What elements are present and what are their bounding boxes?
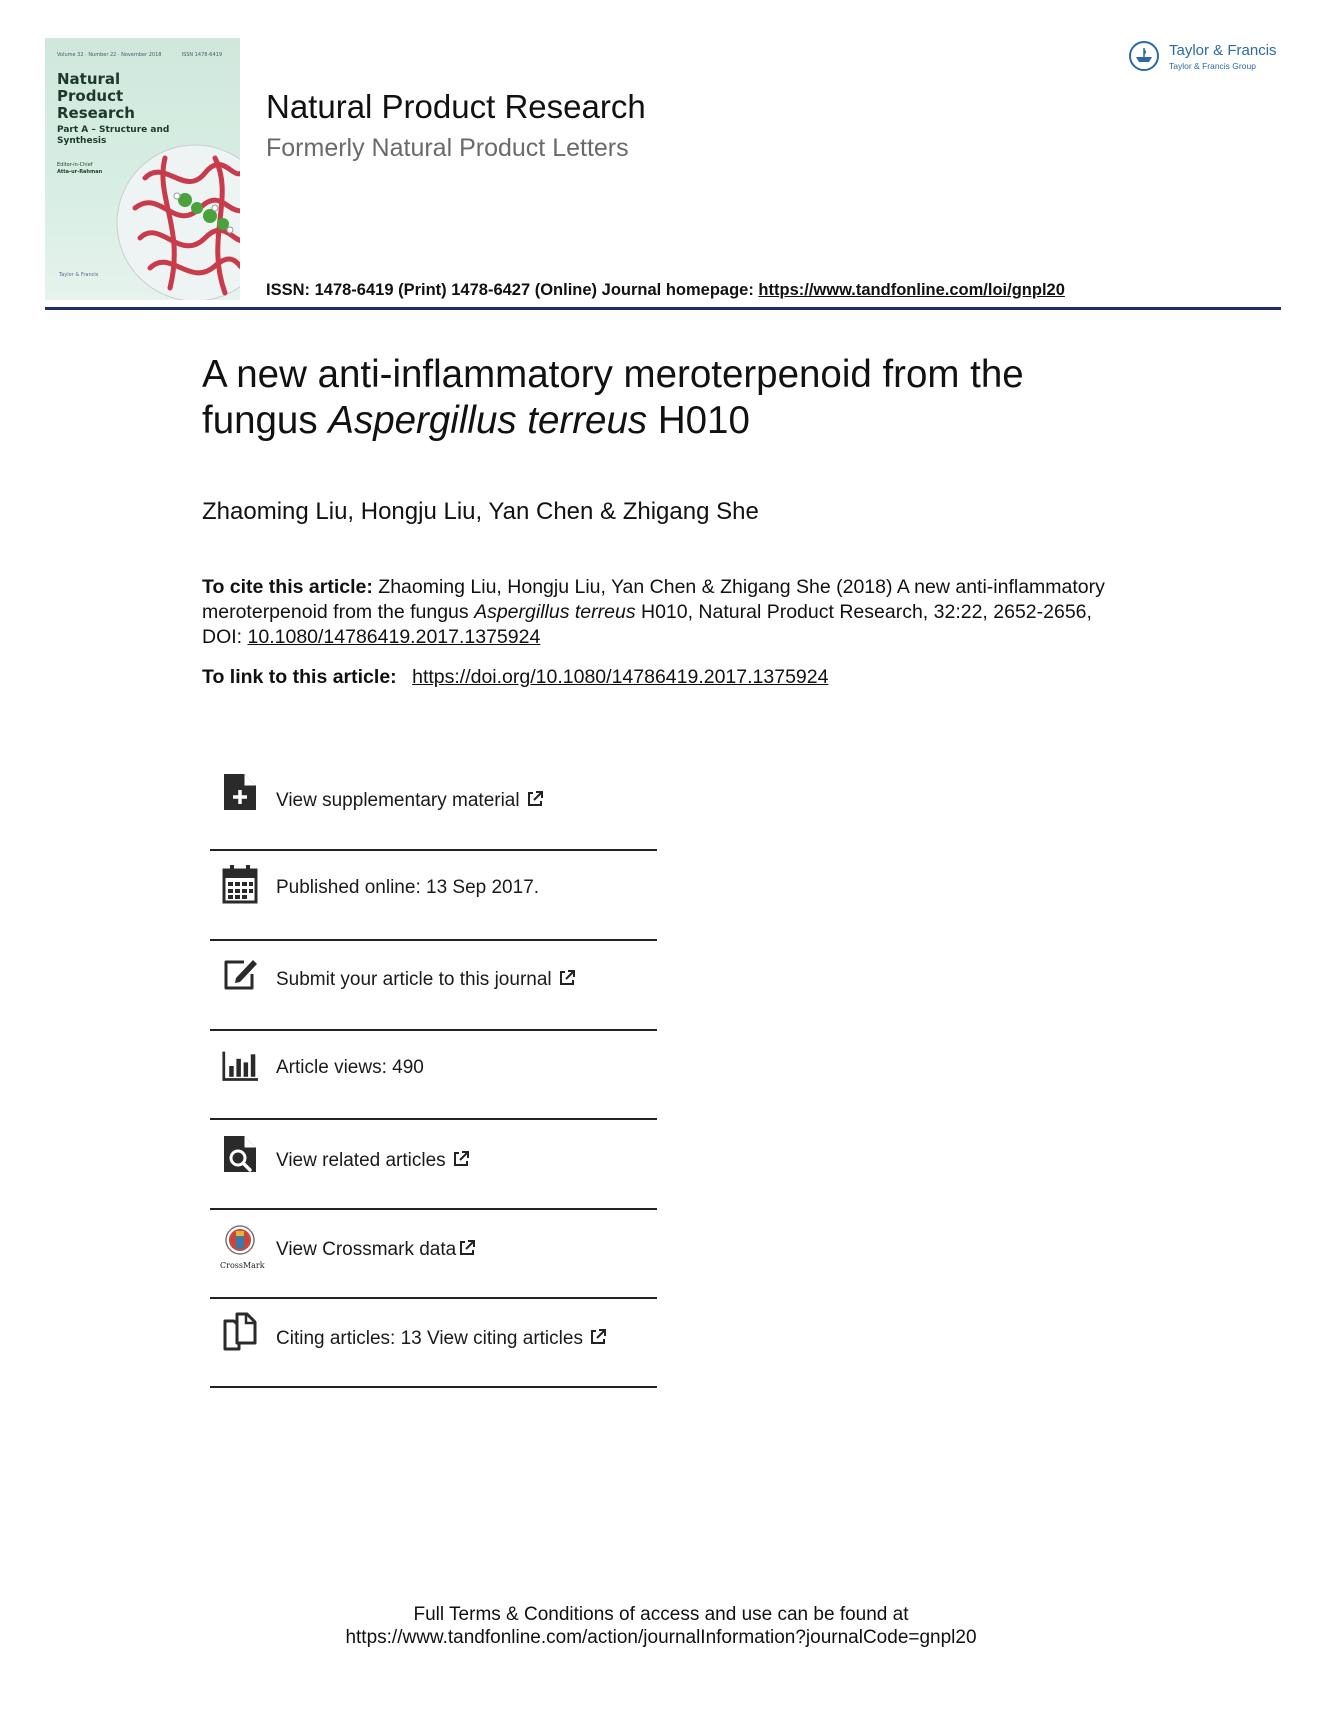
divider xyxy=(210,1029,657,1031)
external-link-icon xyxy=(589,1328,607,1346)
copy-icon xyxy=(222,1311,258,1351)
article-title xyxy=(202,352,1162,444)
cite-text-1: Zhaoming Liu, Hongju Liu, Yan Chen & Zhigang She (2018) A new anti-inflammatory meroterpenoid from the fungus xyxy=(202,576,1105,623)
citation-block xyxy=(202,575,1132,650)
title-species: Aspergillus terreus xyxy=(328,399,648,442)
divider xyxy=(210,1118,657,1120)
bar-chart-icon xyxy=(222,1046,258,1086)
link-item-published xyxy=(210,860,657,920)
footer-terms-link[interactable]: https://www.tandfonline.com/action/journalInformation?journalCode=gnpl20 xyxy=(345,1627,977,1648)
calendar-icon xyxy=(222,864,258,904)
external-link-icon xyxy=(452,1150,470,1168)
published-online-text: Published online: 13 Sep 2017. xyxy=(276,877,540,898)
header-rule xyxy=(45,307,1281,310)
title-post: H010 xyxy=(647,399,750,442)
title-line-1: A new anti-inflammatory meroterpenoid from the xyxy=(202,353,1024,396)
link-item-supplementary[interactable] xyxy=(210,770,657,830)
cover-title: Natural Product Research xyxy=(57,70,135,122)
cite-doi-link[interactable]: 10.1080/14786419.2017.1375924 xyxy=(247,626,541,648)
submit-text: Submit your article to this journal xyxy=(276,969,552,990)
link-label: To link to this article: xyxy=(202,666,397,688)
search-document-icon xyxy=(222,1134,258,1174)
article-views-text: Article views: 490 xyxy=(276,1057,424,1078)
link-label-citing xyxy=(276,1328,607,1350)
link-label-crossmark xyxy=(276,1239,476,1261)
link-item-crossmark[interactable] xyxy=(210,1220,657,1280)
cover-editor-name: Atta-ur-Rahman xyxy=(57,169,103,175)
supplementary-text: View supplementary material xyxy=(276,790,520,811)
divider xyxy=(210,1297,657,1299)
citing-text: Citing articles: 13 View citing articles xyxy=(276,1328,583,1349)
link-item-submit[interactable] xyxy=(210,950,657,1010)
cover-editor-label: Editor-in-Chief xyxy=(57,162,93,168)
divider xyxy=(210,1386,657,1388)
cover-publisher: Taylor & Francis xyxy=(59,272,99,278)
journal-name: Natural Product Research xyxy=(266,88,646,125)
crossmark-caption: CrossMark xyxy=(220,1261,265,1270)
external-link-icon xyxy=(558,969,576,987)
divider xyxy=(210,1208,657,1210)
journal-former-name: Formerly Natural Product Letters xyxy=(266,134,629,162)
link-item-citing[interactable] xyxy=(210,1308,657,1368)
edit-icon xyxy=(222,954,258,994)
title-pre: fungus xyxy=(202,399,329,442)
journal-cover-image xyxy=(45,38,240,300)
divider xyxy=(210,939,657,941)
cite-label: To cite this article: xyxy=(202,576,373,598)
taylor-francis-logo-icon xyxy=(1128,40,1160,72)
protein-structure-illustration xyxy=(115,138,240,300)
cover-part: Part A – Structure and Synthesis xyxy=(57,125,170,146)
cover-issn: ISSN 1478-6419 xyxy=(181,52,222,58)
file-plus-icon xyxy=(222,772,258,812)
link-label-related xyxy=(276,1150,470,1172)
cover-volume-line: Volume 32 · Number 22 · November 2018 xyxy=(57,52,162,58)
publisher-logo[interactable] xyxy=(1128,38,1284,78)
article-link-line xyxy=(202,666,828,689)
cite-text-2: H010, Natural Product Research, 32:22, 2652-2656, DOI: xyxy=(202,601,1092,648)
external-link-icon xyxy=(526,790,544,808)
article-doi-link[interactable]: https://doi.org/10.1080/14786419.2017.1375924 xyxy=(412,666,829,688)
page-footer xyxy=(0,1603,1322,1649)
footer-line-1: Full Terms & Conditions of access and use can be found at xyxy=(413,1604,909,1625)
article-authors: Zhaoming Liu, Hongju Liu, Yan Chen & Zhigang She xyxy=(202,498,759,525)
divider xyxy=(210,849,657,851)
publisher-name: Taylor & Francis xyxy=(1169,42,1277,59)
external-link-icon xyxy=(458,1239,476,1257)
crossmark-icon xyxy=(222,1224,258,1264)
link-label-submit xyxy=(276,969,576,991)
issn-text: ISSN: 1478-6419 (Print) 1478-6427 (Online) Journal homepage: xyxy=(266,281,759,299)
related-text: View related articles xyxy=(276,1150,446,1171)
cite-species: Aspergillus terreus xyxy=(474,601,636,623)
link-item-related[interactable] xyxy=(210,1130,657,1190)
link-label-supplementary xyxy=(276,790,544,812)
link-item-views xyxy=(210,1040,657,1100)
publisher-group: Taylor & Francis Group xyxy=(1169,61,1256,71)
crossmark-text: View Crossmark data xyxy=(276,1239,457,1260)
journal-homepage-link[interactable]: https://www.tandfonline.com/loi/gnpl20 xyxy=(758,281,1065,299)
issn-line xyxy=(266,281,1065,300)
